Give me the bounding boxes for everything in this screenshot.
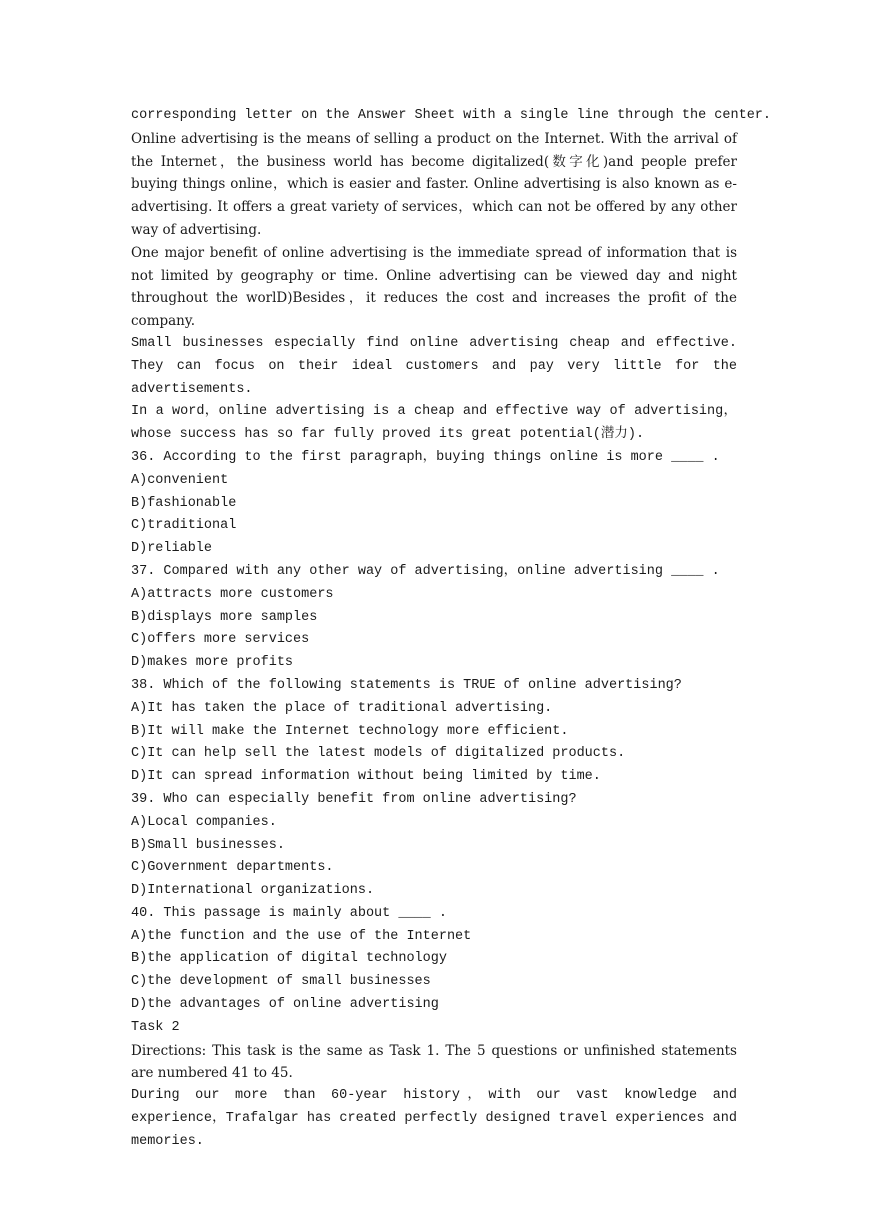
- answer-option: D)International organizations.: [131, 883, 375, 899]
- question-stem: 38. Which of the following statements is TRUE of online advertising?: [131, 677, 682, 693]
- question-37: [131, 561, 737, 675]
- question-39: [131, 789, 737, 903]
- answer-option: C)offers more services: [131, 632, 310, 648]
- question-38: [131, 675, 737, 789]
- answer-option: A)the function and the use of the Internet: [131, 928, 472, 944]
- answer-option: A)It has taken the place of traditional advertising.: [131, 700, 553, 716]
- task-2-paragraph-1: During our more than 60-year history，with our vast knowledge and experience，Trafalgar has created perfectly designed travel experiences and memories.: [131, 1088, 737, 1149]
- task-2-directions: Directions: This task is the same as Task 1. The 5 questions or unfinished statements are numbered 41 to 45.: [131, 1042, 737, 1082]
- answer-option: B)fashionable: [131, 495, 237, 511]
- answer-option: D)makes more profits: [131, 655, 294, 671]
- question-stem: 36. According to the first paragraph，buying things online is more ____ .: [131, 449, 720, 465]
- passage-paragraph-4: In a word，online advertising is a cheap and effective way of advertising，whose success has so far fully proved its great potential(潜力).: [131, 404, 737, 443]
- question-stem: 39. Who can especially benefit from online advertising?: [131, 791, 577, 807]
- answer-option: A)Local companies.: [131, 814, 277, 830]
- answer-option: A)attracts more customers: [131, 586, 334, 602]
- task-2-heading: Task 2: [131, 1019, 180, 1035]
- question-40: [131, 903, 737, 1017]
- question-36: [131, 447, 737, 561]
- answer-option: C)It can help sell the latest models of digitalized products.: [131, 746, 626, 762]
- question-stem: 37. Compared with any other way of advertising，online advertising ____ .: [131, 563, 720, 579]
- passage-intro-line: corresponding letter on the Answer Sheet with a single line through the center.: [131, 108, 772, 123]
- answer-option: B)displays more samples: [131, 609, 318, 625]
- answer-option: A)convenient: [131, 472, 229, 488]
- document-page: [131, 105, 772, 1154]
- passage-paragraph-1: Online advertising is the means of selling a product on the Internet. With the arrival of the Internet，the business world has become digitalized(数字化)and people prefer buying things online，which is easier and faster. Online advertising is also known as e-advertising. It offers a great variety of services，which can not be offered by any other way of advertising.: [131, 130, 737, 238]
- passage-paragraph-2: One major benefit of online advertising is the immediate spread of information that is not limited by geography or time. Online advertising can be viewed day and night throughout the worlD)Besides，it reduces the cost and increases the profit of the company.: [131, 244, 737, 330]
- answer-option: D)reliable: [131, 541, 213, 557]
- question-stem: 40. This passage is mainly about ____ .: [131, 905, 447, 921]
- answer-option: D)the advantages of online advertising: [131, 997, 439, 1013]
- answer-option: B)Small businesses.: [131, 837, 285, 853]
- passage-paragraph-3: Small businesses especially find online advertising cheap and effective. They can focus on their ideal customers and pay very little for the advertisements.: [131, 335, 737, 397]
- answer-option: C)traditional: [131, 518, 237, 534]
- answer-option: C)the development of small businesses: [131, 974, 431, 990]
- answer-option: B)the application of digital technology: [131, 951, 447, 967]
- answer-option: D)It can spread information without being limited by time.: [131, 769, 601, 785]
- answer-option: C)Government departments.: [131, 860, 334, 876]
- answer-option: B)It will make the Internet technology more efficient.: [131, 723, 569, 739]
